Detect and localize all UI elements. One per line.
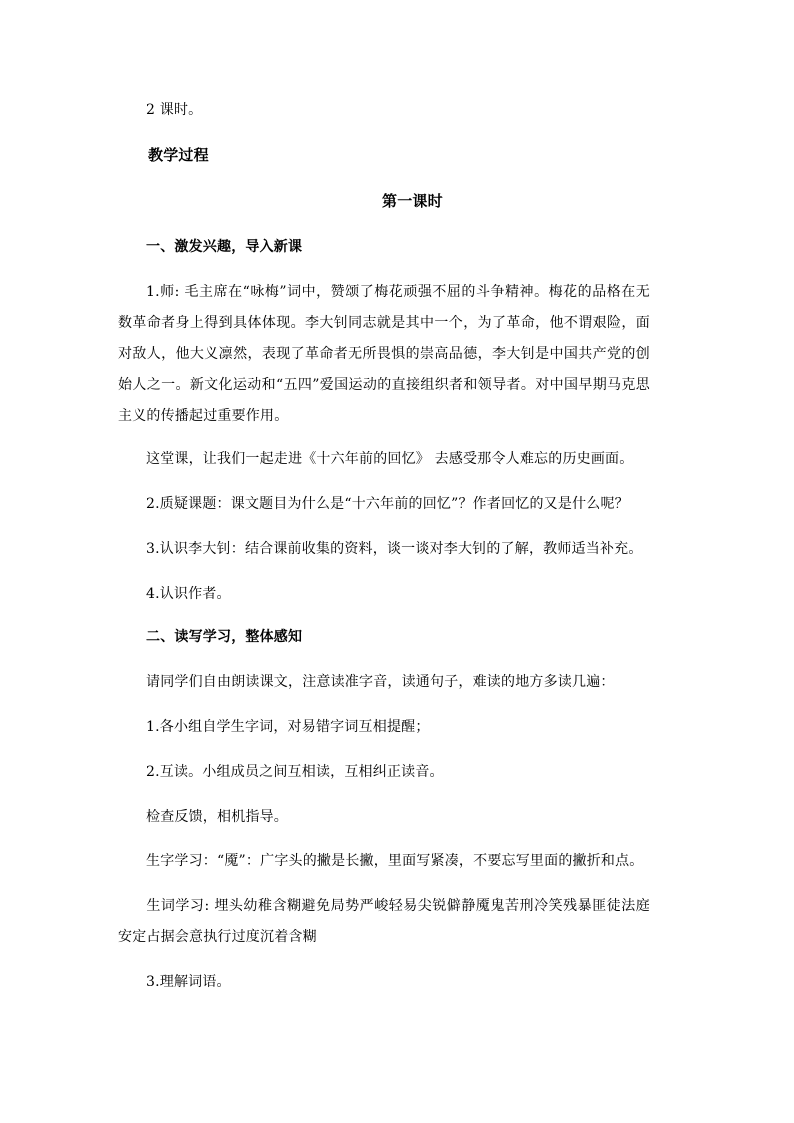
paragraph-vocabulary-text: 生词学习: 埋头幼稚含糊避免局势严峻轻易尖锐僻静魇鬼苦刑冷笑残暴匪徒法庭安定占据会意执行过度沉着含糊 <box>118 898 650 945</box>
paragraph-vocabulary <box>118 891 650 953</box>
paragraph-group-study: 1.各小组自学生字词，对易错字词互相提醒； <box>146 719 430 735</box>
paragraph-question-title: 2.质疑课题：课文题目为什么是“十六年前的回忆”？作者回忆的又是什么呢？ <box>146 496 629 512</box>
paragraph-intro-text: 1.师: 毛主席在“咏梅”词中，赞颂了梅花顽强不屈的斗争精神。梅花的品格在无数革命者身上得到具体体现。李大钊同志就是其中一个，为了革命，他不谓艰险，面对敌人，他大义凛然，表现了革命者无所畏惧的崇高品德，李大钊是中国共产党的创始人之一。新文化运动和“五四”爱国运动的直接组织者和领导者。对中国早期马克思主义的传播起过重要作用。 <box>118 284 650 424</box>
section-heading-teaching-process: 教学过程 <box>148 146 209 164</box>
lesson-title: 第一课时 <box>382 192 443 210</box>
paragraph-know-lidazhao: 3.认识李大钊：结合课前收集的资料，谈一谈对李大钊的了解，教师适当补充。 <box>146 541 643 557</box>
part1-heading: 一、激发兴趣，导入新课 <box>146 239 303 255</box>
paragraph-know-author: 4.认识作者。 <box>146 586 231 602</box>
paragraph-lesson-invite: 这堂课，让我们一起走进《十六年前的回忆》 去感受那令人难忘的历史画面。 <box>146 451 634 467</box>
part2-heading: 二、读写学习，整体感知 <box>146 629 303 645</box>
paragraph-feedback: 检查反馈，相机指导。 <box>146 809 288 825</box>
paragraph-intro <box>118 277 650 432</box>
paragraph-understand-words: 3.理解词语。 <box>146 974 231 990</box>
paragraph-character-study: 生字学习：“魇”：广字头的撇是长撇，里面写紧凑，不要忘写里面的撇折和点。 <box>146 853 644 869</box>
class-hours-line: 2 课时。 <box>146 102 203 118</box>
paragraph-read-aloud: 请同学们自由朗读课文，注意读准字音，读通句子，难读的地方多读几遍： <box>146 674 615 690</box>
paragraph-peer-reading: 2.互读。小组成员之间互相读，互相纠正读音。 <box>146 764 444 780</box>
